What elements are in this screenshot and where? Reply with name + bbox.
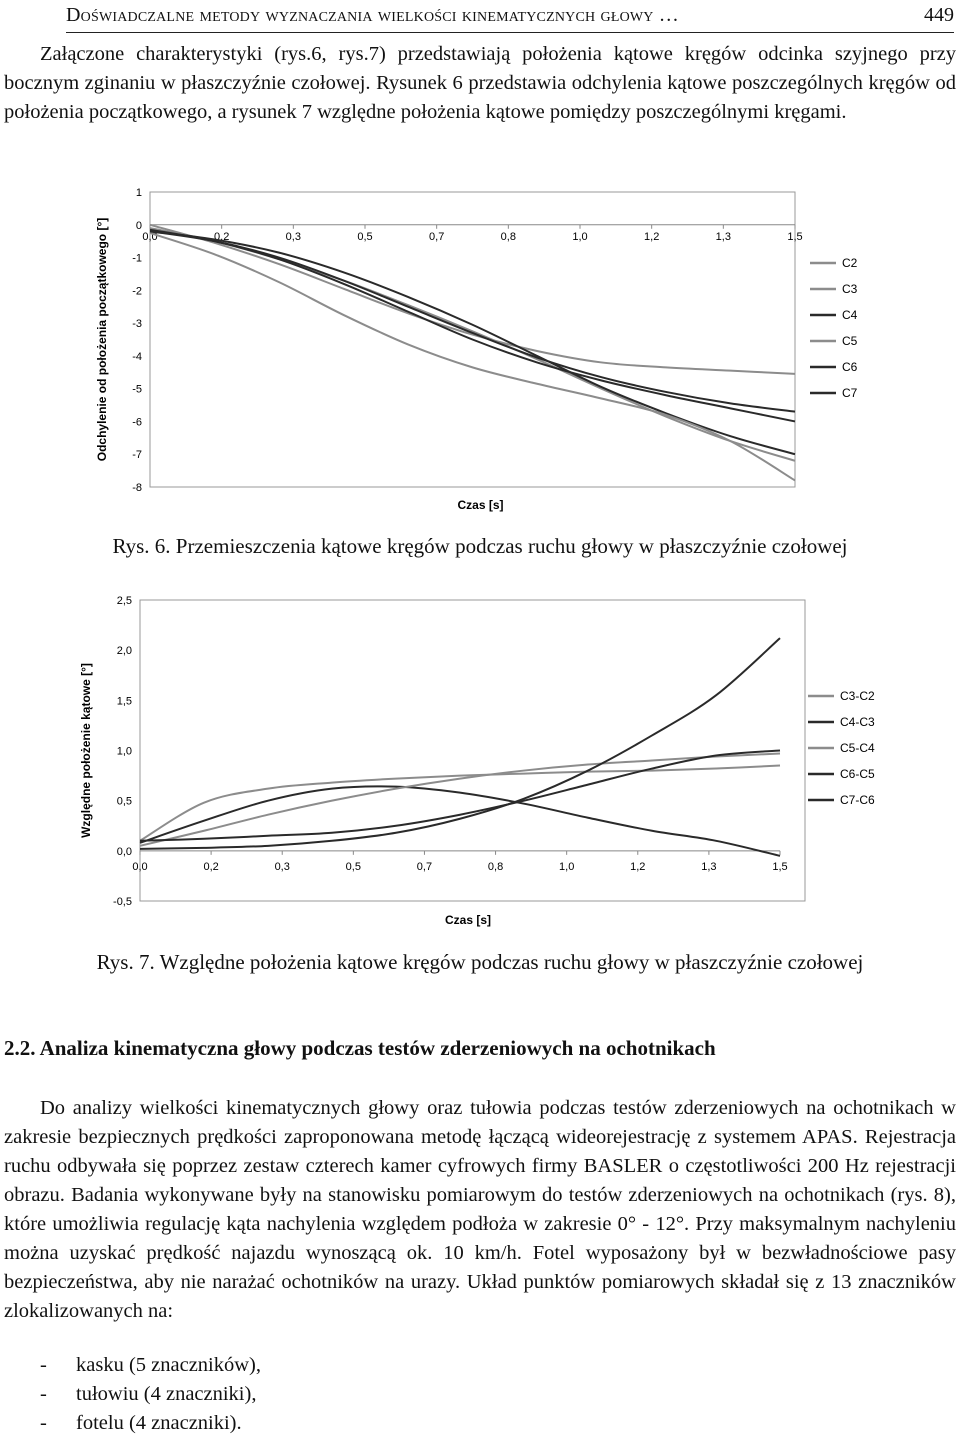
fig7-y-axis-title: Względne położenie kątowe [°]: [79, 663, 93, 838]
fig7-legend-label: C3-C2: [840, 689, 875, 703]
fig7-series-c7-c6: [140, 638, 780, 849]
fig6-y-tick-label: -3: [132, 318, 142, 331]
figure-6-chart: [92, 184, 892, 514]
fig7-x-tick-label: 0,7: [416, 860, 433, 873]
fig7-x-tick-label: 0,5: [345, 860, 361, 873]
marker-list: [4, 1351, 261, 1438]
fig6-series-c2: [150, 225, 795, 374]
fig6-x-tick-label: 0,5: [357, 230, 373, 243]
fig6-legend-label: C3: [842, 282, 858, 296]
fig7-plot-frame: [140, 600, 805, 901]
figure-7-caption: Rys. 7. Względne położenia kątowe kręgów podczas ruchu głowy w płaszczyźnie czołowej: [96, 950, 864, 974]
fig6-y-axis-title: Odchylenie od położenia początkowego [°]: [95, 217, 109, 462]
fig6-x-axis-title: Czas [s]: [457, 498, 504, 512]
page-number: 449: [924, 4, 954, 26]
fig6-x-tick-label: 0,2: [214, 230, 230, 243]
fig7-legend-label: C5-C4: [840, 741, 875, 755]
fig6-series-c6: [150, 231, 795, 411]
body-paragraph: [4, 1094, 956, 1326]
fig7-series-c6-c5: [140, 751, 780, 841]
fig6-legend-label: C6: [842, 360, 858, 374]
fig7-y-tick-label: 2,0: [116, 645, 132, 658]
intro-paragraph-text: Załączone charakterystyki (rys.6, rys.7) przedstawiają położenia kątowe kręgów odcinka szyjnego przy bocznym zginaniu w płaszczyźnie czołowej. Rysunek 6 przedstawia odchylenia kątowe poszczególnych kręgów od położenia początkowego, a rysunek 7 względne położenia kątowe pomiędzy poszczególnymi kręgami.: [4, 43, 956, 123]
figure-7-chart: [78, 588, 890, 933]
fig7-x-tick-label: 0,3: [274, 860, 290, 873]
fig7-x-tick-label: 0,2: [203, 860, 219, 873]
fig6-legend-label: C4: [842, 308, 858, 322]
fig6-y-tick-label: -2: [132, 285, 142, 298]
fig7-x-tick-label: 0,0: [132, 860, 148, 873]
fig7-x-tick-label: 1,3: [701, 860, 717, 873]
fig6-y-tick-label: -6: [132, 416, 142, 429]
list-item: - fotelu (4 znaczniki).: [40, 1412, 242, 1434]
fig7-x-tick-label: 1,2: [630, 860, 646, 873]
fig7-legend-label: C6-C5: [840, 767, 875, 781]
fig6-x-tick-label: 1,0: [572, 230, 588, 243]
fig6-legend-label: C2: [842, 256, 858, 270]
fig7-y-tick-label: 0,0: [116, 845, 132, 858]
fig6-x-tick-label: 1,5: [787, 230, 803, 243]
fig7-legend-label: C7-C6: [840, 793, 875, 807]
fig6-y-tick-label: 1: [135, 187, 142, 199]
fig7-x-tick-label: 1,5: [772, 860, 788, 873]
body-paragraph-text: Do analizy wielkości kinematycznych głowy oraz tułowia podczas testów zderzeniowych na ochotnikach w zakresie bezpiecznych prędkości zaproponowana metodę łączącą wideorejestrację z systemem APAS. Rejestracja ruchu odbywała się poprzez zestaw czterech kamer cyfrowych firmy BASLER o częstotliwości 200 Hz rejestracji obrazu. Badania wykonywane były na stanowisku pomiarowym do testów zderzeniowych na ochotnikach (rys. 8), które umożliwia regulację kąta nachylenia względem podłoża w zakresie 0° - 12°. Przy maksymalnym nachyleniu można uzyskać prędkość najazdu wynoszącą ok. 10 km/h. Fotel wyposażony był w bezwładnościowe pasy bezpieczeństwa, aby nie narażać ochotników na urazy. Układ punktów pomiarowych składał się z 13 znaczników zlokalizowanych na:: [4, 1097, 956, 1322]
fig6-legend-label: C5: [842, 334, 858, 348]
fig6-x-tick-label: 1,2: [644, 230, 660, 243]
fig7-y-tick-label: 2,5: [116, 595, 132, 607]
fig7-x-axis-title: Czas [s]: [444, 913, 492, 927]
list-item: - kasku (5 znaczników),: [40, 1354, 262, 1376]
fig7-series-c5-c4: [140, 754, 780, 846]
fig6-legend-label: C7: [842, 386, 858, 400]
fig6-x-tick-label: 0,8: [500, 230, 516, 243]
fig6-x-tick-label: 0,0: [142, 230, 158, 243]
fig6-y-tick-label: 0: [135, 219, 142, 232]
fig7-legend-label: C4-C3: [840, 715, 875, 729]
fig7-y-tick-label: -0,5: [113, 896, 132, 908]
fig6-series-c4: [150, 231, 795, 454]
section-heading: 2.2. Analiza kinematyczna głowy podczas testów zderzeniowych na ochotnikach: [4, 1036, 716, 1060]
fig7-y-tick-label: 1,0: [116, 745, 132, 758]
fig6-x-tick-label: 1,3: [715, 230, 731, 243]
fig6-y-tick-label: -5: [132, 383, 142, 396]
fig6-x-tick-label: 0,3: [285, 230, 301, 243]
fig7-series-c4-c3: [140, 786, 780, 856]
running-header: [66, 4, 954, 34]
intro-paragraph: [4, 40, 956, 127]
fig7-series-c3-c2: [140, 766, 780, 841]
fig7-y-tick-label: 0,5: [116, 795, 132, 808]
fig6-x-tick-label: 0,7: [429, 230, 445, 243]
running-header-title: Doświadczalne metody wyznaczania wielkości kinematycznych głowy …: [66, 4, 680, 26]
figure-6-caption: Rys. 6. Przemieszczenia kątowe kręgów podczas ruchu głowy w płaszczyźnie czołowej: [112, 534, 848, 558]
header-rule: [66, 32, 954, 33]
fig6-y-tick-label: -1: [132, 252, 142, 265]
fig6-y-tick-label: -7: [132, 449, 142, 462]
fig6-y-tick-label: -8: [132, 482, 142, 494]
fig7-x-tick-label: 1,0: [559, 860, 575, 873]
fig7-x-tick-label: 0,8: [487, 860, 504, 873]
fig7-y-tick-label: 1,5: [116, 695, 132, 708]
list-item: - tułowiu (4 znaczniki),: [40, 1383, 257, 1405]
fig6-y-tick-label: -4: [132, 350, 142, 363]
